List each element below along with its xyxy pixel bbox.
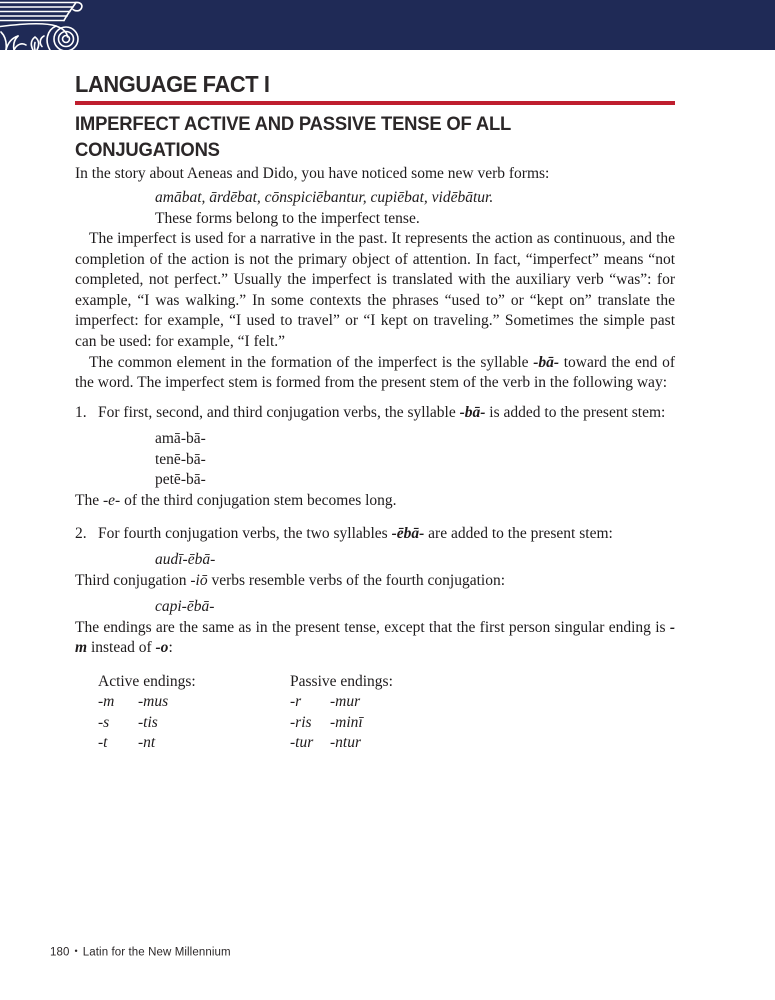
list-item-2-number: 2. (75, 524, 87, 542)
active-pl-3: -nt (138, 734, 156, 752)
ending-m: -m (75, 618, 675, 657)
active-endings-row (98, 692, 290, 713)
list-item-1-text-a: For first, second, and third conjugation verbs, the syllable (98, 403, 460, 421)
page-number: 180 (50, 946, 70, 959)
stem-capi-eba: capi-ēbā- (155, 598, 215, 616)
endings-intro-paragraph (75, 618, 675, 659)
ionic-column-capital-icon (0, 0, 95, 50)
formation-paragraph (75, 353, 675, 394)
endings-tables (98, 672, 675, 754)
active-endings-header: Active endings: (98, 672, 196, 690)
passive-sg-1: -r (290, 693, 302, 711)
passive-sg-2: -ris (290, 713, 312, 731)
note-text-a: The (75, 491, 103, 509)
vowel-e: -e- (102, 491, 121, 509)
endings-intro-colon: : (168, 639, 173, 657)
passive-endings-row (290, 733, 393, 754)
third-conjugation-note (75, 491, 675, 512)
footer-bullet-separator: • (74, 946, 78, 956)
endings-intro-text-a: The endings are the same as in the present tense, except that the first person singular ending is (75, 618, 670, 636)
list-item-1-text-b: is added to the present stem: (485, 403, 666, 421)
page-header-bar (0, 0, 775, 50)
list-item-1-text (98, 403, 675, 424)
io-note-text-a: Third conjugation (75, 571, 191, 589)
active-endings-row (98, 713, 290, 734)
stem-list (155, 429, 675, 491)
endings-intro-text-b: instead of (87, 639, 156, 657)
section-heading-line-2: CONJUGATIONS (75, 139, 220, 161)
passive-endings-header: Passive endings: (290, 672, 393, 690)
list-item-2-text-b: are added to the present stem: (424, 524, 613, 542)
passive-sg-3: -tur (290, 734, 314, 752)
io-note-text-b: verbs resemble verbs of the fourth conjugation: (207, 571, 506, 589)
list-item-2-text-a: For fourth conjugation verbs, the two syllables (98, 524, 392, 542)
active-endings-table (98, 672, 290, 754)
section-heading-line-1: IMPERFECT ACTIVE AND PASSIVE TENSE OF ALL (75, 113, 512, 135)
intro-paragraph: In the story about Aeneas and Dido, you have noticed some new verb forms: (75, 164, 550, 182)
stem-audi-eba: audī-ēbā- (155, 551, 216, 569)
example-block (155, 187, 675, 229)
stem-line: tenē-bā- (155, 450, 206, 468)
suffix-io: -iō (190, 571, 208, 589)
syllable-ba: -bā- (533, 353, 560, 371)
ending-o: -o (155, 639, 169, 657)
page-footer (50, 946, 231, 959)
stem-line: amā-bā- (155, 430, 206, 448)
stem-line: petē-bā- (155, 471, 206, 489)
active-pl-1: -mus (138, 693, 169, 711)
io-verbs-note (75, 571, 675, 592)
passive-endings-row (290, 713, 393, 734)
page-title: LANGUAGE FACT I (75, 71, 270, 97)
active-sg-2: -s (98, 713, 110, 731)
list-item-2 (75, 524, 675, 545)
passive-pl-1: -mur (330, 693, 361, 711)
formation-text-2: toward the end of the word. The imperfect stem is formed from the present stem of the verb in the following way: (75, 353, 675, 392)
active-endings-row (98, 733, 290, 754)
example-verb-forms: amābat, ārdēbat, cōnspiciēbantur, cupiēbat, vidēbātur. (155, 189, 494, 207)
active-pl-2: -tis (138, 713, 158, 731)
active-sg-1: -m (98, 693, 115, 711)
section-heading (75, 112, 657, 164)
list-item-1-syllable: -bā- (459, 403, 486, 421)
list-item-2-text (98, 524, 675, 545)
passive-endings-row (290, 692, 393, 713)
title-rule (75, 101, 675, 105)
passive-endings-table (290, 672, 393, 754)
list-item-1 (75, 403, 675, 424)
imperfect-usage-paragraph: The imperfect is used for a narrative in the past. It represents the action as continuous, and the completion of the action is not the primary object of attention. In fact, “imperfect” means “not completed, not perfect.” Usually the imperfect is translated with the auxiliary verb “was”: for example, “I was walking.” In some contexts the phrases “used to” or “kept on” translate the imperfect: for example, “I used to travel” or “I kept on traveling.” Sometimes the simple past can be used: for example, “I felt.” (75, 230, 675, 351)
passive-pl-3: -ntur (330, 734, 361, 752)
active-sg-3: -t (98, 734, 108, 752)
note-text-b: of the third conjugation stem becomes long. (120, 491, 397, 509)
book-title: Latin for the New Millennium (82, 946, 231, 959)
example-note: These forms belong to the imperfect tense. (155, 210, 420, 228)
formation-text-1: The common element in the formation of the imperfect is the syllable (89, 353, 534, 371)
list-item-2-syllable: -ēbā- (391, 524, 425, 542)
list-item-1-number: 1. (75, 403, 87, 421)
page-content (75, 50, 675, 754)
passive-pl-2: -minī (330, 713, 363, 731)
